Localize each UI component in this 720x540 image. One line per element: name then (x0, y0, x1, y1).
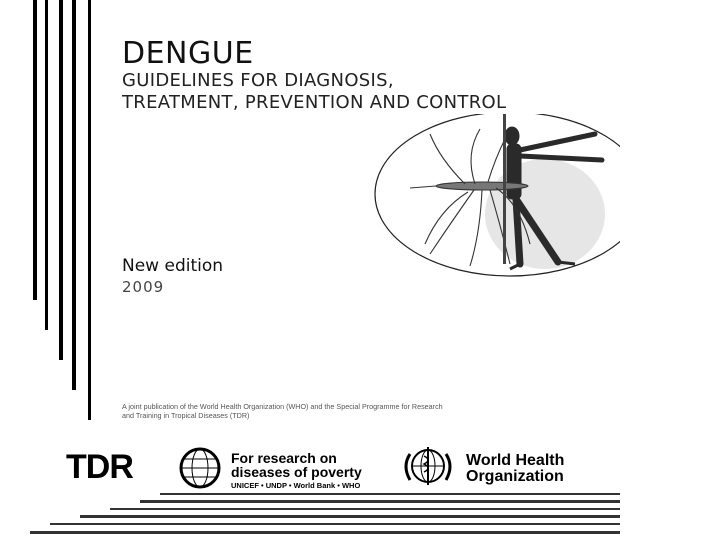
decorative-line (140, 500, 620, 503)
joint-note-line: A joint publication of the World Health Organization (WHO) and the Special Programme for Research (122, 402, 443, 411)
tdr-tagline: For research on (231, 450, 337, 466)
decorative-bar (59, 0, 63, 360)
edition-label: New edition (122, 256, 224, 276)
decorative-bar (33, 0, 37, 300)
tdr-logo-letters: TDR (66, 448, 133, 486)
decorative-line (160, 493, 620, 495)
decorative-line (30, 531, 620, 534)
edition-year: 2009 (122, 278, 165, 296)
joint-publication-note (122, 402, 572, 420)
decorative-bar (88, 0, 91, 420)
decorative-line (80, 515, 620, 518)
tdr-tagline: diseases of poverty (231, 464, 362, 480)
tdr-globe-icon (176, 446, 224, 490)
who-emblem-icon (396, 444, 460, 488)
tdr-sponsors: UNICEF • UNDP • World Bank • WHO (231, 481, 361, 490)
subtitle-line: TREATMENT, PREVENTION AND CONTROL (122, 92, 507, 113)
decorative-line (110, 508, 620, 510)
decorative-line (50, 523, 620, 525)
decorative-bar (45, 0, 48, 330)
mosquito-human-figure-icon (370, 114, 620, 284)
decorative-bar (72, 0, 76, 390)
joint-note-line: and Training in Tropical Diseases (TDR) (122, 411, 250, 420)
who-name: Organization (466, 468, 564, 485)
who-name: World Health (466, 452, 565, 469)
page-title: DENGUE (122, 36, 254, 71)
subtitle-line: GUIDELINES FOR DIAGNOSIS, (122, 70, 394, 91)
page-margin (620, 0, 720, 540)
